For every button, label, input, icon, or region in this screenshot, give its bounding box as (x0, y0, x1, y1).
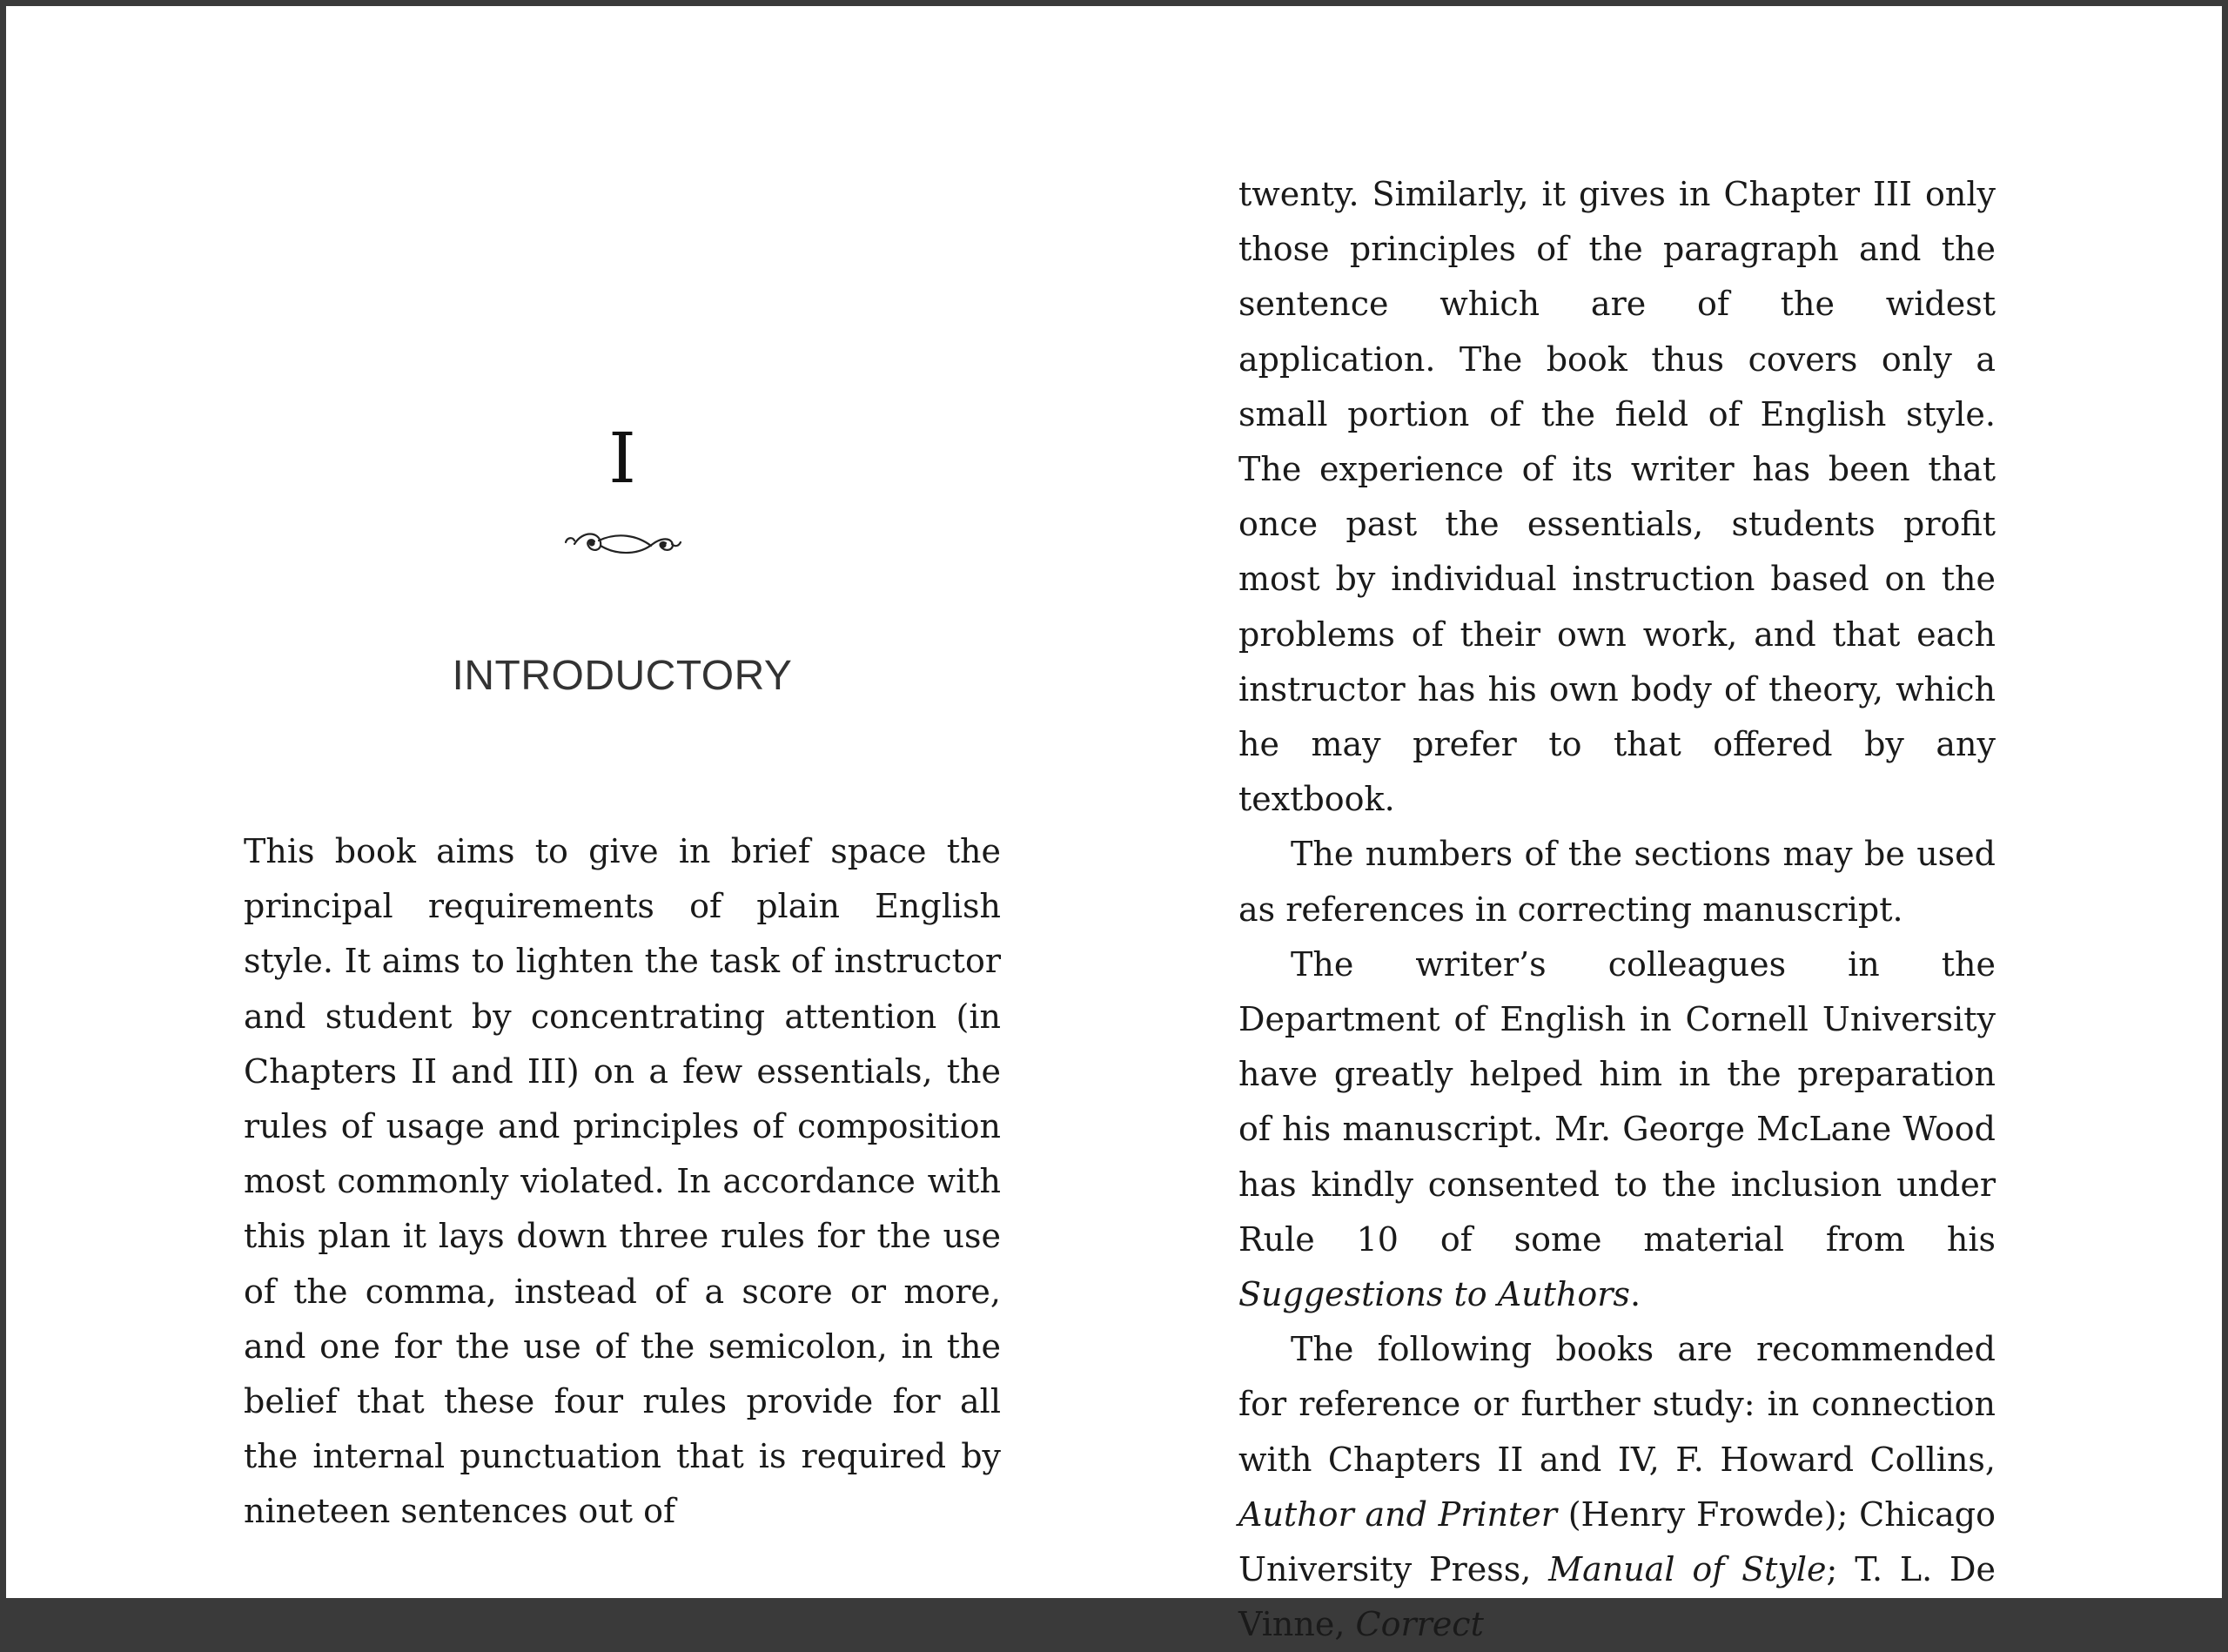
paragraph: This book aims to give in brief space the principal requirements of plain English style. It aims to lighten the task of instructor and student by concentrating attention (in Chapters II and III) on a few essentials, the rules of usage and principles of composition most commonly violated. In accordance with this plan it lays down three rules for the use of the comma, instead of a score or more, and one for the use of the semicolon, in the belief that these four rules provide for all the internal punctuation that is required by nineteen sentences out of (244, 832, 1001, 1531)
book-title-italic: Suggestions to Authors (1238, 1275, 1630, 1314)
paragraph-text: The following books are recommended for reference or further study: in connection with Chapters II and IV, F. Howard Collins, (1238, 1330, 1996, 1479)
paragraph-text: The writer’s colleagues in the Department of English in Cornell University have greatly helped him in the preparation of his manuscript. Mr. George McLane Wood has kindly consented to the inclusion under Rule 10 of some material from his (1238, 944, 1996, 1259)
paragraph (1238, 1322, 1996, 1652)
book-title-italic: Author and Printer (1238, 1494, 1557, 1534)
left-page-body (244, 824, 1001, 1540)
paragraph-text: (Henry Frowde); Chicago University Press, (1238, 1494, 1996, 1589)
book-title-italic: Manual of Style (1548, 1550, 1827, 1589)
chapter-title: INTRODUCTORY (452, 653, 793, 699)
paragraph: The numbers of the sections may be used as references in correcting manuscript. (1238, 835, 1996, 929)
paragraph-text: ; T. L. De Vinne, (1238, 1550, 1996, 1644)
chapter-numeral: I (608, 418, 636, 499)
right-page-body (1238, 167, 1996, 1652)
flourish-ornament-icon (557, 521, 688, 565)
paragraph: twenty. Similarly, it gives in Chapter III only those principles of the paragraph and the sentence which are of the widest application. The book thus covers only a small portion of the field of English style. The experience of its writer has been that once past the essentials, students profit most by individual instruction based on the problems of their own work, and that each instructor has his own body of theory, which he may prefer to that offered by any textbook. (1238, 175, 1996, 819)
book-title-italic: Correct (1355, 1605, 1484, 1644)
paragraph-text: . (1629, 1275, 1641, 1314)
paragraph (1238, 937, 1996, 1322)
